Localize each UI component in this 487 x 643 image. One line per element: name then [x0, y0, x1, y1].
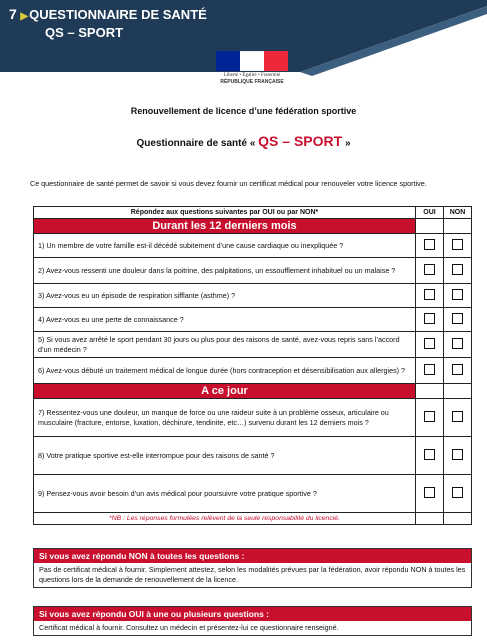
oui-checkbox-8[interactable]	[424, 449, 435, 460]
non-checkbox-1[interactable]	[452, 239, 463, 250]
question-1: 1) Un membre de votre famille est-il décédé subitement d’une cause cardiaque ou inexpliquée ?	[34, 234, 416, 258]
republique-francaise-logo	[216, 51, 288, 91]
question-8: 8) Votre pratique sportive est-elle interrompue pour des raisons de santé ?	[34, 437, 416, 475]
table-row	[34, 308, 472, 332]
answer-non-text: Pas de certificat médical à fournir. Simplement attestez, selon les modalités prévues par la fédération, avoir répondu NON à toutes les questions lors de la demande de renouvellement de la licence.	[39, 565, 466, 584]
answer-non-box	[33, 548, 472, 588]
question-4: 4) Avez-vous eu une perte de connaissance ?	[34, 308, 416, 332]
table-row	[34, 234, 472, 258]
non-checkbox-3[interactable]	[452, 289, 463, 300]
section-row	[34, 384, 472, 399]
oui-checkbox-1[interactable]	[424, 239, 435, 250]
column-non: NON	[444, 207, 472, 219]
section-row	[34, 219, 472, 234]
answer-non-title: Si vous avez répondu NON à toutes les questions :	[34, 549, 471, 563]
question-2: 2) Avez-vous ressenti une douleur dans la poitrine, des palpitations, un essoufflement inhabituel ou un malaise ?	[34, 258, 416, 284]
non-checkbox-9[interactable]	[452, 487, 463, 498]
banner-number: 7	[9, 6, 17, 22]
table-row	[34, 475, 472, 513]
question-7: 7) Ressentez-vous une douleur, un manque de force ou une raideur suite à un problème osseux, articulaire ou musculaire (fracture, entorse, luxation, déchirure, tendinite, etc…) survenu durant les 12 derniers mois ?	[34, 399, 416, 437]
title-suffix: »	[344, 138, 351, 149]
banner-title	[9, 6, 207, 41]
answer-oui-box	[33, 606, 472, 636]
document-title: Renouvellement de licence d’une fédération sportive	[130, 106, 357, 116]
oui-checkbox-6[interactable]	[424, 364, 435, 375]
table-row	[34, 332, 472, 358]
question-9: 9) Pensez-vous avoir besoin d’un avis médical pour poursuivre votre pratique sportive ?	[34, 475, 416, 513]
oui-checkbox-7[interactable]	[424, 411, 435, 422]
intro-text: Ce questionnaire de santé permet de savoir si vous devez fournir un certificat médical pour renouveler votre licence sportive.	[30, 179, 427, 188]
column-oui: OUI	[416, 207, 444, 219]
table-row	[34, 399, 472, 437]
title-highlight: QS – SPORT	[258, 133, 343, 149]
section-title-12-months: Durant les 12 derniers mois	[34, 219, 416, 234]
oui-checkbox-3[interactable]	[424, 289, 435, 300]
non-checkbox-6[interactable]	[452, 364, 463, 375]
title-prefix: Questionnaire de santé «	[136, 138, 256, 149]
non-checkbox-4[interactable]	[452, 313, 463, 324]
section-title-today: A ce jour	[34, 384, 416, 399]
oui-checkbox-9[interactable]	[424, 487, 435, 498]
table-header-row	[34, 207, 472, 219]
logo-name: RÉPUBLIQUE FRANÇAISE	[220, 79, 284, 85]
non-checkbox-5[interactable]	[452, 338, 463, 349]
banner-line2: QS – SPORT	[45, 25, 124, 40]
question-6: 6) Avez-vous débuté un traitement médical de longue durée (hors contraception et désensibilisation aux allergies) ?	[34, 358, 416, 384]
table-header-label: Répondez aux questions suivantes par OUI ou par NON*	[34, 207, 416, 219]
table-row	[34, 358, 472, 384]
non-checkbox-7[interactable]	[452, 411, 463, 422]
non-checkbox-8[interactable]	[452, 449, 463, 460]
table-row	[34, 258, 472, 284]
banner-line1: QUESTIONNAIRE DE SANTÉ	[29, 7, 207, 22]
answer-oui-text: Certificat médical à fournir. Consultez un médecin et présentez-lui ce questionnaire renseigné.	[39, 623, 339, 632]
french-flag-icon	[216, 51, 288, 71]
oui-checkbox-4[interactable]	[424, 313, 435, 324]
oui-checkbox-2[interactable]	[424, 264, 435, 275]
answer-oui-title: Si vous avez répondu OUI à une ou plusieurs questions :	[34, 607, 471, 621]
table-row	[34, 284, 472, 308]
oui-checkbox-5[interactable]	[424, 338, 435, 349]
question-5: 5) Si vous avez arrêté le sport pendant 30 jours ou plus pour des raisons de santé, avez-vous repris sans l’accord d’un médecin ?	[34, 332, 416, 358]
question-3: 3) Avez-vous eu un épisode de respiration sifflante (asthme) ?	[34, 284, 416, 308]
questionnaire-table	[33, 206, 472, 525]
triangle-arrow-icon: ▶	[20, 11, 29, 22]
non-checkbox-2[interactable]	[452, 264, 463, 275]
table-row	[34, 437, 472, 475]
responsibility-note: *NB : Les réponses formulées relèvent de la seule responsabilité du licencié.	[34, 513, 416, 525]
logo-motto: Liberté • Égalité • Fraternité	[223, 73, 281, 78]
note-row	[34, 513, 472, 525]
questionnaire-title	[0, 133, 487, 149]
